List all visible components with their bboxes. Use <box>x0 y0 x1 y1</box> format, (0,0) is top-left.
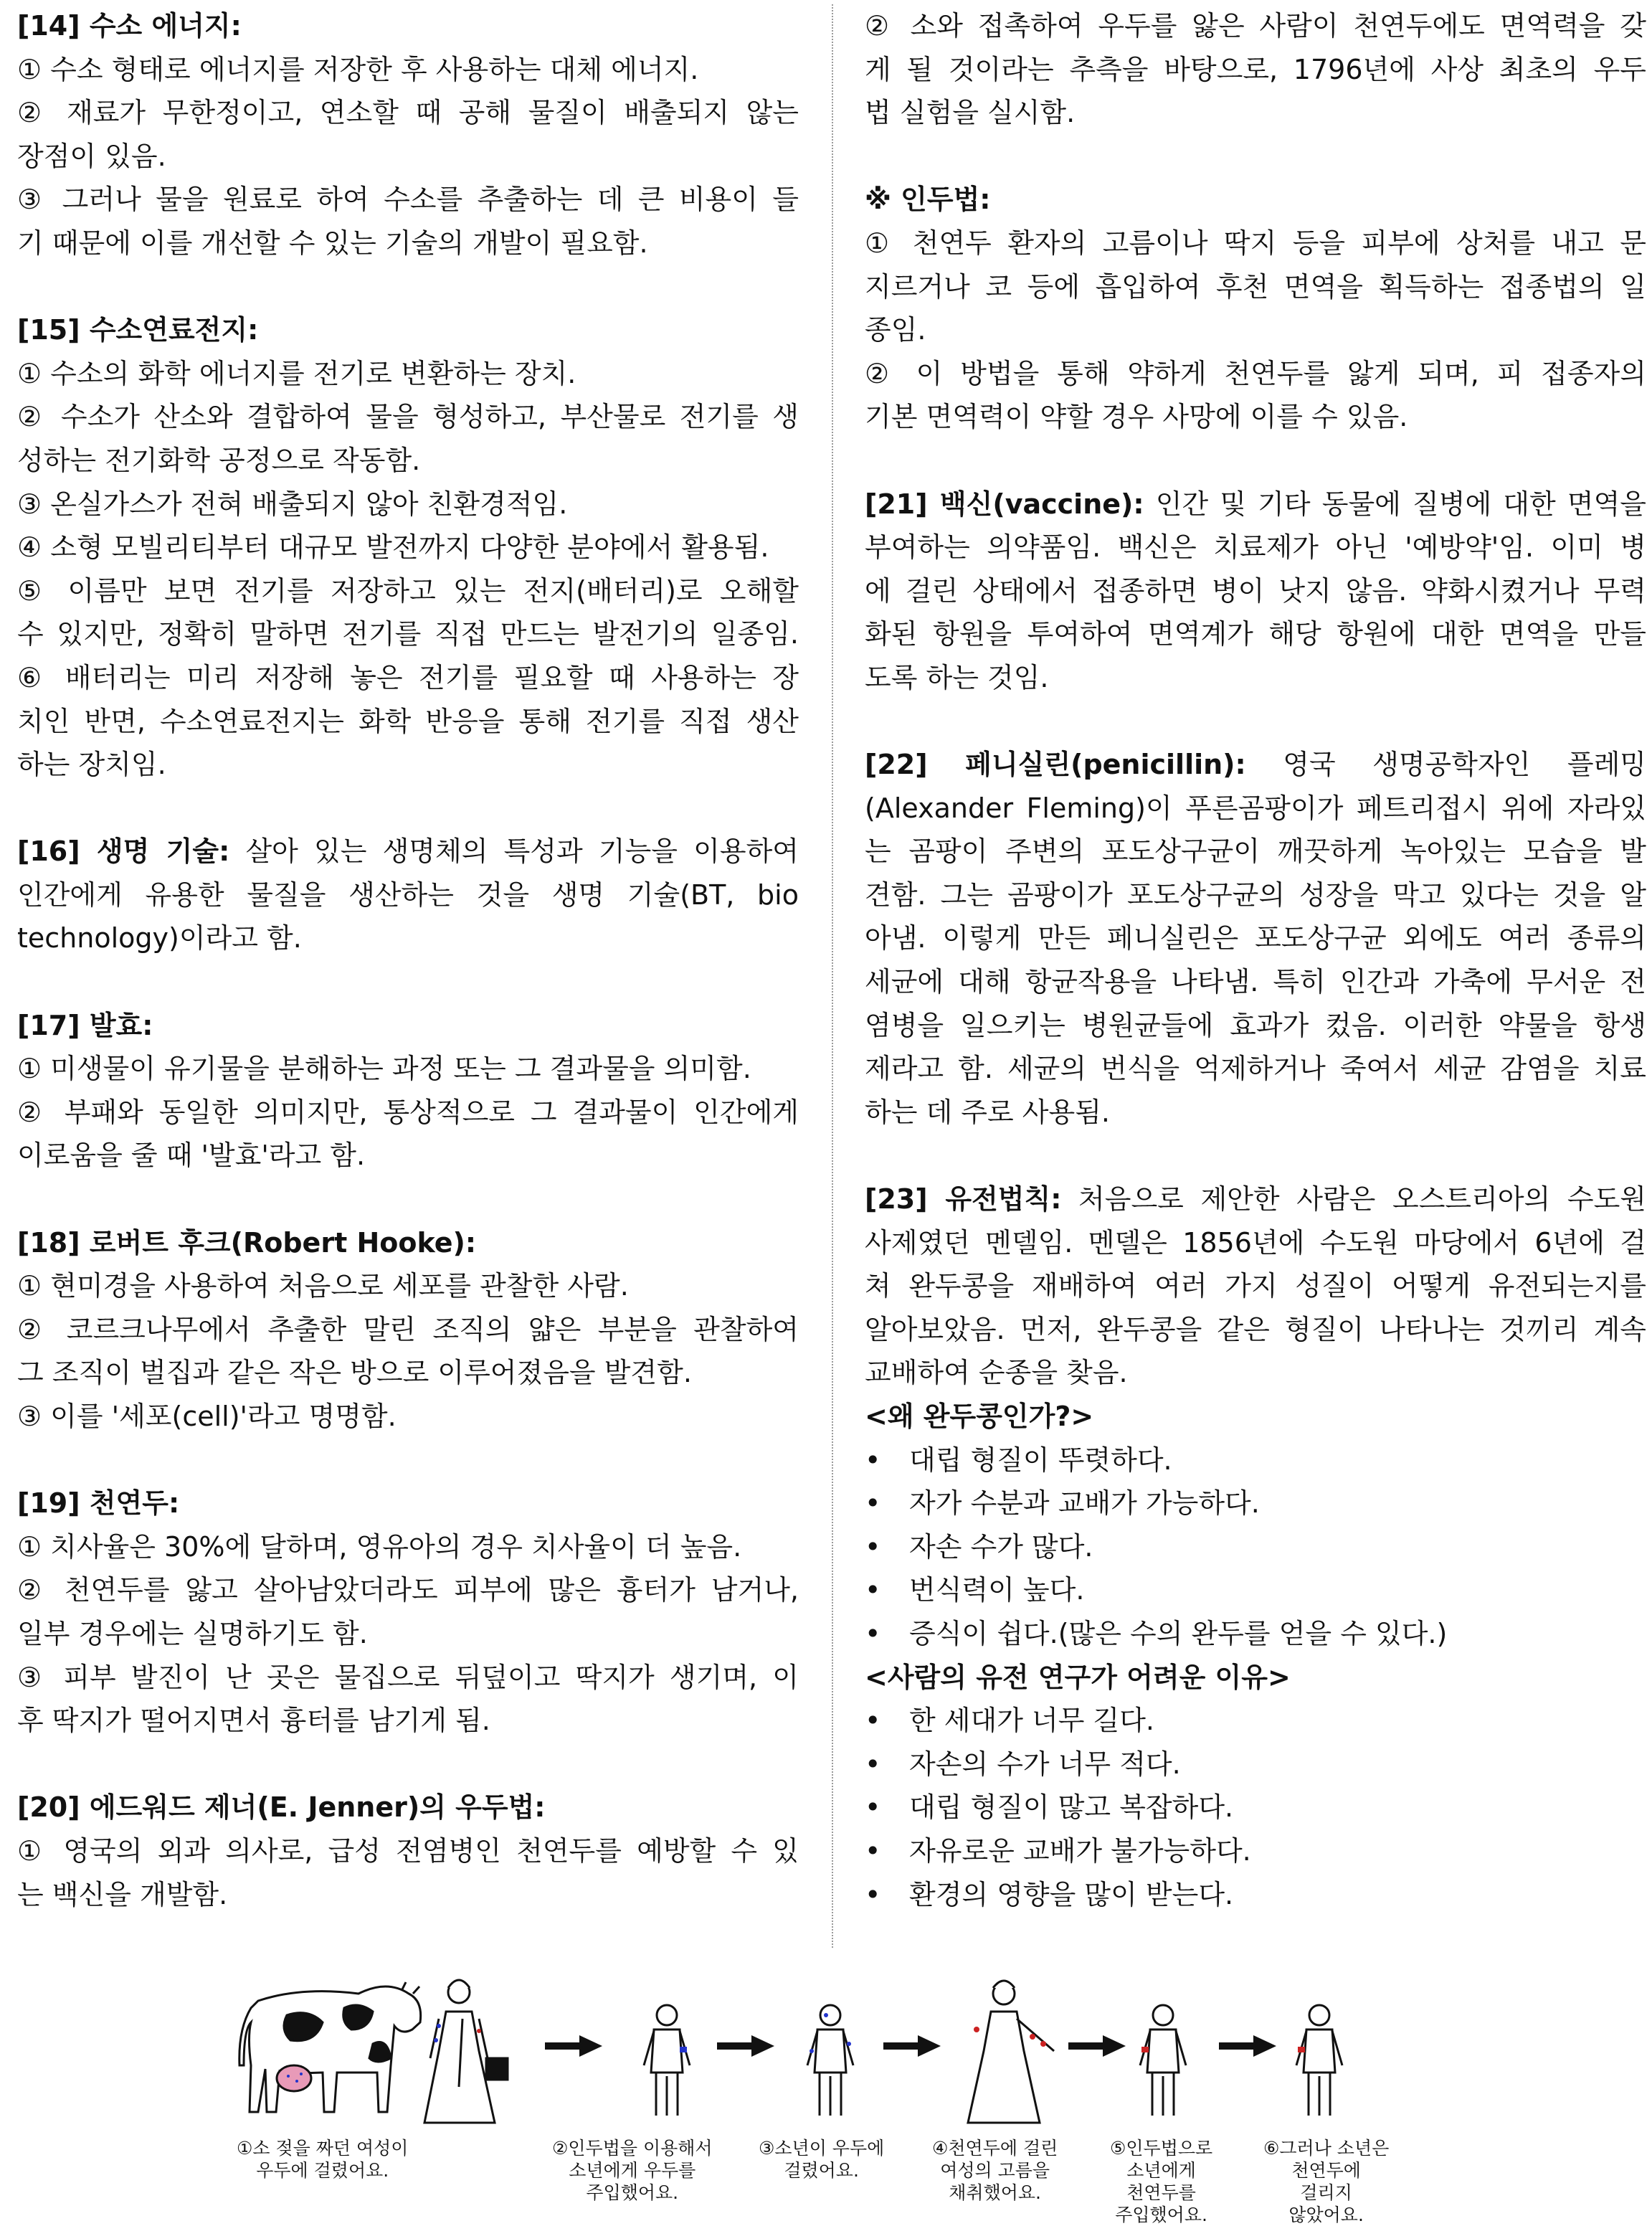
bullet-dot-icon: • <box>865 1748 881 1780</box>
boy-figure-2 <box>807 2005 853 2116</box>
text-line: 쳐 완두콩을 재배하여 여러 가지 성질이 어떻게 유전되는지를 <box>865 1270 1646 1302</box>
text-line: ③ 그러나 물을 원료로 하여 수소를 추출하는 데 큰 비용이 들 <box>17 184 799 216</box>
bullet-text: 환경의 영향을 많이 받는다. <box>909 1878 1234 1910</box>
text-line: 인간에게 유용한 물질을 생산하는 것을 생명 기술(BT, bio <box>17 878 799 911</box>
bullet-item <box>865 1873 1646 1917</box>
section-heading: [15] 수소연료전지: <box>17 314 259 346</box>
text-line: ② 수소가 산소와 결합하여 물을 형성하고, 부산물로 전기를 생 <box>17 401 799 433</box>
text-line: 종임. <box>865 314 926 346</box>
bullet-text: 번식력이 높다. <box>909 1574 1085 1606</box>
text-line: 기 때문에 이를 개선할 수 있는 기술의 개발이 필요함. <box>17 227 648 259</box>
text-line: 부여하는 의약품임. 백신은 치료제가 아닌 '예방약'임. 이미 병 <box>865 531 1646 564</box>
text-line: 하는 장치임. <box>17 749 166 781</box>
bullet-item <box>865 1568 1646 1612</box>
paragraph-line <box>17 830 799 873</box>
vaccination-story-figure <box>0 1951 1652 2223</box>
bullet-dot-icon: • <box>865 1530 881 1563</box>
bullet-text: 자유로운 교배가 불가능하다. <box>909 1834 1251 1867</box>
boy-figure-1 <box>644 2005 690 2116</box>
text-line: 도록 하는 것임. <box>865 661 1049 693</box>
text-line: 견함. 그는 곰팡이가 포도상구균의 성장을 막고 있다는 것을 알 <box>865 878 1646 911</box>
caption-5: ⑤인두법으로 소년에게 천연두를 주입했어요. <box>1110 2138 1213 2225</box>
text-line: 지르거나 코 등에 흡입하여 후천 면역을 획득하는 접종법의 일 <box>865 270 1646 303</box>
text-line: 알아보았음. 먼저, 완두콩을 같은 형질이 나타나는 것끼리 계속 <box>865 1313 1646 1345</box>
text-line: ① 수소 형태로 에너지를 저장한 후 사용하는 대체 에너지. <box>17 53 699 85</box>
section-heading: [14] 수소 에너지: <box>17 10 242 42</box>
text-line: ① 천연두 환자의 고름이나 딱지 등을 피부에 상처를 내고 문 <box>865 227 1646 259</box>
arrow-3 <box>883 2035 941 2057</box>
text-line: 후 딱지가 떨어지면서 흉터를 남기게 됨. <box>17 1705 490 1737</box>
text-line: 는 백신을 개발함. <box>17 1878 228 1910</box>
term-definition: 영국 생명공학자인 플레밍 <box>1245 749 1646 781</box>
bullet-text: 자손 수가 많다. <box>909 1530 1093 1563</box>
blank-line <box>17 1178 799 1221</box>
text-line: ③ 피부 발진이 난 곳은 물집으로 뒤덮이고 딱지가 생기며, 이 <box>17 1661 799 1693</box>
section-heading: <왜 완두콩인가?> <box>865 1401 1094 1432</box>
infected-woman-illustration <box>968 1981 1054 2123</box>
bullet-dot-icon: • <box>865 1834 881 1867</box>
paragraph-line <box>865 743 1646 787</box>
text-line: ⑥ 배터리는 미리 저장해 놓은 전기를 필요할 때 사용하는 장 <box>17 661 799 693</box>
blank-line <box>865 700 1646 744</box>
term-definition: 처음으로 제안한 사람은 오스트리아의 수도원 <box>1061 1183 1646 1216</box>
blank-line <box>17 1743 799 1786</box>
arrow-4 <box>1068 2035 1126 2057</box>
text-line: 게 될 것이라는 추측을 바탕으로, 1796년에 사상 최초의 우두 <box>865 53 1646 85</box>
blank-line <box>865 135 1646 179</box>
bullet-dot-icon: • <box>865 1574 881 1606</box>
caption-3: ③소년이 우두에 걸렸어요. <box>759 2138 885 2181</box>
term-heading: [22] 페니실린(penicillin): <box>865 749 1246 781</box>
arrow-1 <box>545 2035 602 2057</box>
text-line: 일부 경우에는 실명하기도 함. <box>17 1617 368 1649</box>
arrow-5 <box>1219 2035 1276 2057</box>
bullet-dot-icon: • <box>865 1617 881 1649</box>
blank-line <box>17 787 799 830</box>
bullet-text: 한 세대가 너무 길다. <box>909 1705 1154 1737</box>
text-line: ② 이 방법을 통해 약하게 천연두를 앓게 되며, 피 접종자의 <box>865 357 1646 389</box>
caption-6: ⑥그러나 소년은 천연두에 걸리지 않았어요. <box>1263 2138 1390 2225</box>
blank-line <box>17 960 799 1004</box>
bullet-dot-icon: • <box>865 1791 881 1824</box>
text-line: 법 실험을 실시함. <box>865 97 1076 129</box>
text-line: 화된 항원을 투여하여 면역계가 해당 항원에 대한 면역을 만들 <box>865 618 1646 650</box>
bullet-dot-icon: • <box>865 1444 881 1476</box>
section-heading: ※ 인두법: <box>865 184 991 216</box>
illustration-strip <box>0 1951 1652 2137</box>
text-line: 장점이 있음. <box>17 140 166 172</box>
text-line: 성하는 전기화학 공정으로 작동함. <box>17 444 421 476</box>
text-line: ④ 소형 모빌리티부터 대규모 발전까지 다양한 분야에서 활용됨. <box>17 531 769 564</box>
text-line: ② 천연두를 앓고 살아남았더라도 피부에 많은 흉터가 남거나, <box>17 1574 799 1606</box>
paragraph-line <box>865 1178 1646 1221</box>
text-line: ① 미생물이 유기물을 분해하는 과정 또는 그 결과물을 의미함. <box>17 1053 751 1085</box>
bullet-text: 증식이 쉽다.(많은 수의 완두를 얻을 수 있다.) <box>909 1617 1448 1649</box>
boy-figure-3 <box>1140 2005 1186 2116</box>
section-heading: [20] 에드워드 제너(E. Jenner)의 우두법: <box>17 1791 546 1824</box>
section-heading: <사람의 유전 연구가 어려운 이유> <box>865 1661 1291 1693</box>
cow-illustration <box>239 1982 421 2112</box>
text-line: (Alexander Fleming)이 푸른곰팡이가 페트리접시 위에 자라있 <box>865 792 1646 824</box>
right-column <box>865 4 1646 1916</box>
section-heading: [18] 로버트 후크(Robert Hooke): <box>17 1226 477 1259</box>
bullet-item <box>865 1612 1646 1656</box>
blank-line <box>865 439 1646 483</box>
bullet-dot-icon: • <box>865 1705 881 1737</box>
term-definition: 살아 있는 생명체의 특성과 기능을 이용하여 <box>229 835 799 868</box>
bullet-text: 자손의 수가 너무 적다. <box>909 1748 1181 1780</box>
caption-2: ②인두법을 이용해서 소년에게 우두를 주입했어요. <box>552 2138 713 2203</box>
text-line: ① 치사율은 30%에 달하며, 영유아의 경우 치사율이 더 높음. <box>17 1530 742 1563</box>
milk-pail-icon <box>486 2058 508 2080</box>
text-line: 세균에 대해 항균작용을 나타냄. 특히 인간과 가축에 무서운 전 <box>865 966 1646 998</box>
text-line: 에 걸린 상태에서 접종하면 병이 낫지 않음. 약화시켰거나 무력 <box>865 574 1646 607</box>
text-line: 제라고 함. 세균의 번식을 억제하거나 죽여서 세균 감염을 치료 <box>865 1053 1646 1085</box>
bullet-item <box>865 1743 1646 1786</box>
text-line: 수 있지만, 정확히 말하면 전기를 직접 만드는 발전기의 일종임. <box>17 618 799 650</box>
text-line: 아냄. 이렇게 만든 페니실린은 포도상구균 외에도 여러 종류의 <box>865 922 1646 955</box>
section-heading: [17] 발효: <box>17 1009 153 1041</box>
text-line: ⑤ 이름만 보면 전기를 저장하고 있는 전지(배터리)로 오해할 <box>17 574 799 607</box>
bullet-item <box>865 1482 1646 1525</box>
blank-line <box>17 1439 799 1482</box>
udder-icon <box>277 2065 311 2091</box>
text-line: 그 조직이 벌집과 같은 작은 방으로 이루어졌음을 발견함. <box>17 1357 692 1389</box>
milkmaid-illustration <box>424 1980 508 2123</box>
text-line: ③ 이를 '세포(cell)'라고 명명함. <box>17 1401 397 1432</box>
bullet-dot-icon: • <box>865 1878 881 1910</box>
left-column <box>17 4 799 1916</box>
text-line: ③ 온실가스가 전혀 배출되지 않아 친환경적임. <box>17 488 568 520</box>
text-line: ① 영국의 외과 의사로, 급성 전염병인 천연두를 예방할 수 있 <box>17 1834 799 1867</box>
section-heading: [19] 천연두: <box>17 1487 180 1520</box>
caption-4: ④천연두에 걸린 여성의 고름을 채취했어요. <box>932 2138 1058 2203</box>
text-line: 교배하여 순종을 찾음. <box>865 1357 1128 1389</box>
text-line: 치인 반면, 수소연료전지는 화학 반응을 통해 전기를 직접 생산 <box>17 705 799 737</box>
bullet-text: 대립 형질이 많고 복잡하다. <box>909 1791 1234 1824</box>
bullet-text: 대립 형질이 뚜렷하다. <box>909 1444 1172 1476</box>
text-line: ② 부패와 동일한 의미지만, 통상적으로 그 결과물이 인간에게 <box>17 1096 799 1128</box>
bullet-item <box>865 1786 1646 1829</box>
text-line: 이로움을 줄 때 '발효'라고 함. <box>17 1140 366 1172</box>
text-line: 하는 데 주로 사용됨. <box>865 1096 1110 1128</box>
caption-1: ①소 젖을 짜던 여성이 우두에 걸렸어요. <box>237 2138 409 2181</box>
blank-line <box>17 265 799 309</box>
boy-figure-4 <box>1296 2005 1342 2116</box>
term-heading: [23] 유전법칙: <box>865 1183 1062 1216</box>
bullet-item <box>865 1525 1646 1569</box>
text-line: ② 코르크나무에서 추출한 말린 조직의 얇은 부분을 관찰하여 <box>17 1313 799 1345</box>
text-line: 기본 면역력이 약할 경우 사망에 이를 수 있음. <box>865 401 1408 433</box>
paragraph-line <box>865 483 1646 526</box>
blank-line <box>865 1134 1646 1178</box>
bullet-text: 자가 수분과 교배가 가능하다. <box>909 1487 1260 1520</box>
column-divider <box>832 4 833 1948</box>
arrow-2 <box>717 2035 774 2057</box>
bullet-item <box>865 1439 1646 1482</box>
text-line: 사제였던 멘델임. 멘델은 1856년에 수도원 마당에서 6년에 걸 <box>865 1226 1646 1259</box>
bullet-dot-icon: • <box>865 1487 881 1520</box>
term-definition: 인간 및 기타 동물에 질병에 대한 면역을 <box>1144 488 1646 520</box>
term-heading: [21] 백신(vaccine): <box>865 488 1144 520</box>
text-line: ② 재료가 무한정이고, 연소할 때 공해 물질이 배출되지 않는 <box>17 97 799 129</box>
text-line: ② 소와 접촉하여 우두를 앓은 사람이 천연두에도 면역력을 갖 <box>865 10 1646 42</box>
term-heading: [16] 생명 기술: <box>17 835 230 868</box>
text-line: 는 곰팡이 주변의 포도상구균이 깨끗하게 녹아있는 모습을 발 <box>865 835 1646 868</box>
text-line: 염병을 일으키는 병원균들에 효과가 컸음. 이러한 약물을 항생 <box>865 1009 1646 1041</box>
text-line: ① 현미경을 사용하여 처음으로 세포를 관찰한 사람. <box>17 1270 629 1302</box>
text-line: ① 수소의 화학 에너지를 전기로 변환하는 장치. <box>17 357 576 389</box>
text-line: technology)이라고 함. <box>17 922 302 955</box>
bullet-item <box>865 1699 1646 1743</box>
bullet-item <box>865 1829 1646 1873</box>
